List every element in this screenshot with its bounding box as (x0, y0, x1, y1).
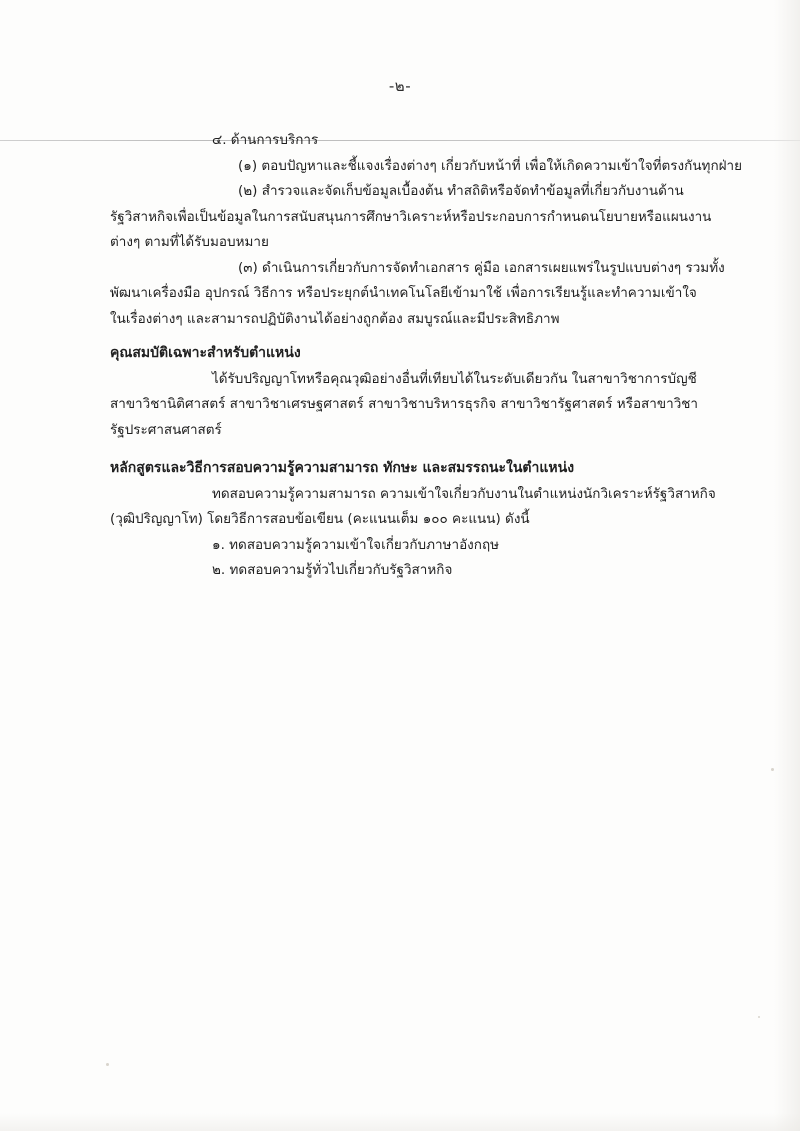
body-line: (๑) ตอบปัญหาและชี้แจงเรื่องต่างๆ เกี่ยวกับหน้าที่ เพื่อให้เกิดความเข้าใจที่ตรงกันทุกฝ่าย (238, 157, 743, 174)
section-service-duties (110, 128, 743, 332)
body-line: ๑. ทดสอบความรู้ความเข้าใจเกี่ยวกับภาษาอังกฤษ (212, 536, 500, 553)
body-line: (๒) สำรวจและจัดเก็บข้อมูลเบื้องต้น ทำสถิติหรือจัดทำข้อมูลที่เกี่ยวกับงานด้าน (238, 183, 684, 199)
section-exam-method (110, 456, 716, 584)
spacer (110, 443, 710, 456)
body-line: พัฒนาเครื่องมือ อุปกรณ์ วิธีการ หรือประยุกต์นำเทคโนโลยีเข้ามาใช้ เพื่อการเรียนรู้และทำความเข้าใจ (110, 285, 697, 301)
page-bottom-shadow (0, 1113, 800, 1131)
body-line: ๒. ทดสอบความรู้ทั่วไปเกี่ยวกับรัฐวิสาหกิจ (212, 562, 453, 578)
section-qualifications (110, 341, 710, 443)
spacer (110, 332, 710, 341)
body-line: สาขาวิชานิติศาสตร์ สาขาวิชาเศรษฐศาสตร์ สาขาวิชาบริหารธุรกิจ สาขาวิชารัฐศาสตร์ หรือสาขาวิชา (110, 396, 699, 412)
body-line: ในเรื่องต่างๆ และสามารถปฏิบัติงานได้อย่างถูกต้อง สมบูรณ์และมีประสิทธิภาพ (110, 310, 560, 327)
document-body (110, 128, 743, 584)
page-edge-shadow (774, 0, 800, 1131)
body-line: รัฐประศาสนศาสตร์ (110, 421, 222, 438)
body-line: (วุฒิปริญญาโท) โดยวิธีการสอบข้อเขียน (คะแนนเต็ม ๑๐๐ คะแนน) ดังนี้ (110, 511, 530, 527)
body-line: (๓) ดำเนินการเกี่ยวกับการจัดทำเอกสาร คู่มือ เอกสารเผยแพร่ในรูปแบบต่างๆ รวมทั้ง (238, 259, 725, 276)
page-number: -๒- (388, 77, 412, 95)
section-heading: หลักสูตรและวิธีการสอบความรู้ความสามารถ ทักษะ และสมรรถนะในตำแหน่ง (110, 460, 575, 476)
body-line: ทดสอบความรู้ความสามารถ ความเข้าใจเกี่ยวกับงานในตำแหน่งนักวิเคราะห์รัฐวิสาหกิจ (212, 485, 716, 502)
scan-artifact (106, 1063, 109, 1066)
scan-artifact (758, 1016, 760, 1018)
body-line: ต่างๆ ตามที่ได้รับมอบหมาย (110, 234, 269, 250)
body-line: ๔. ด้านการบริการ (212, 132, 319, 148)
section-heading: คุณสมบัติเฉพาะสำหรับตำแหน่ง (110, 345, 301, 361)
body-line: ได้รับปริญญาโทหรือคุณวุฒิอย่างอื่นที่เทียบได้ในระดับเดียวกัน ในสาขาวิชาการบัญชี (212, 370, 697, 387)
body-line: รัฐวิสาหกิจเพื่อเป็นข้อมูลในการสนับสนุนการศึกษาวิเคราะห์หรือประกอบการกำหนดนโยบายหรือแผนงาน (110, 208, 712, 225)
